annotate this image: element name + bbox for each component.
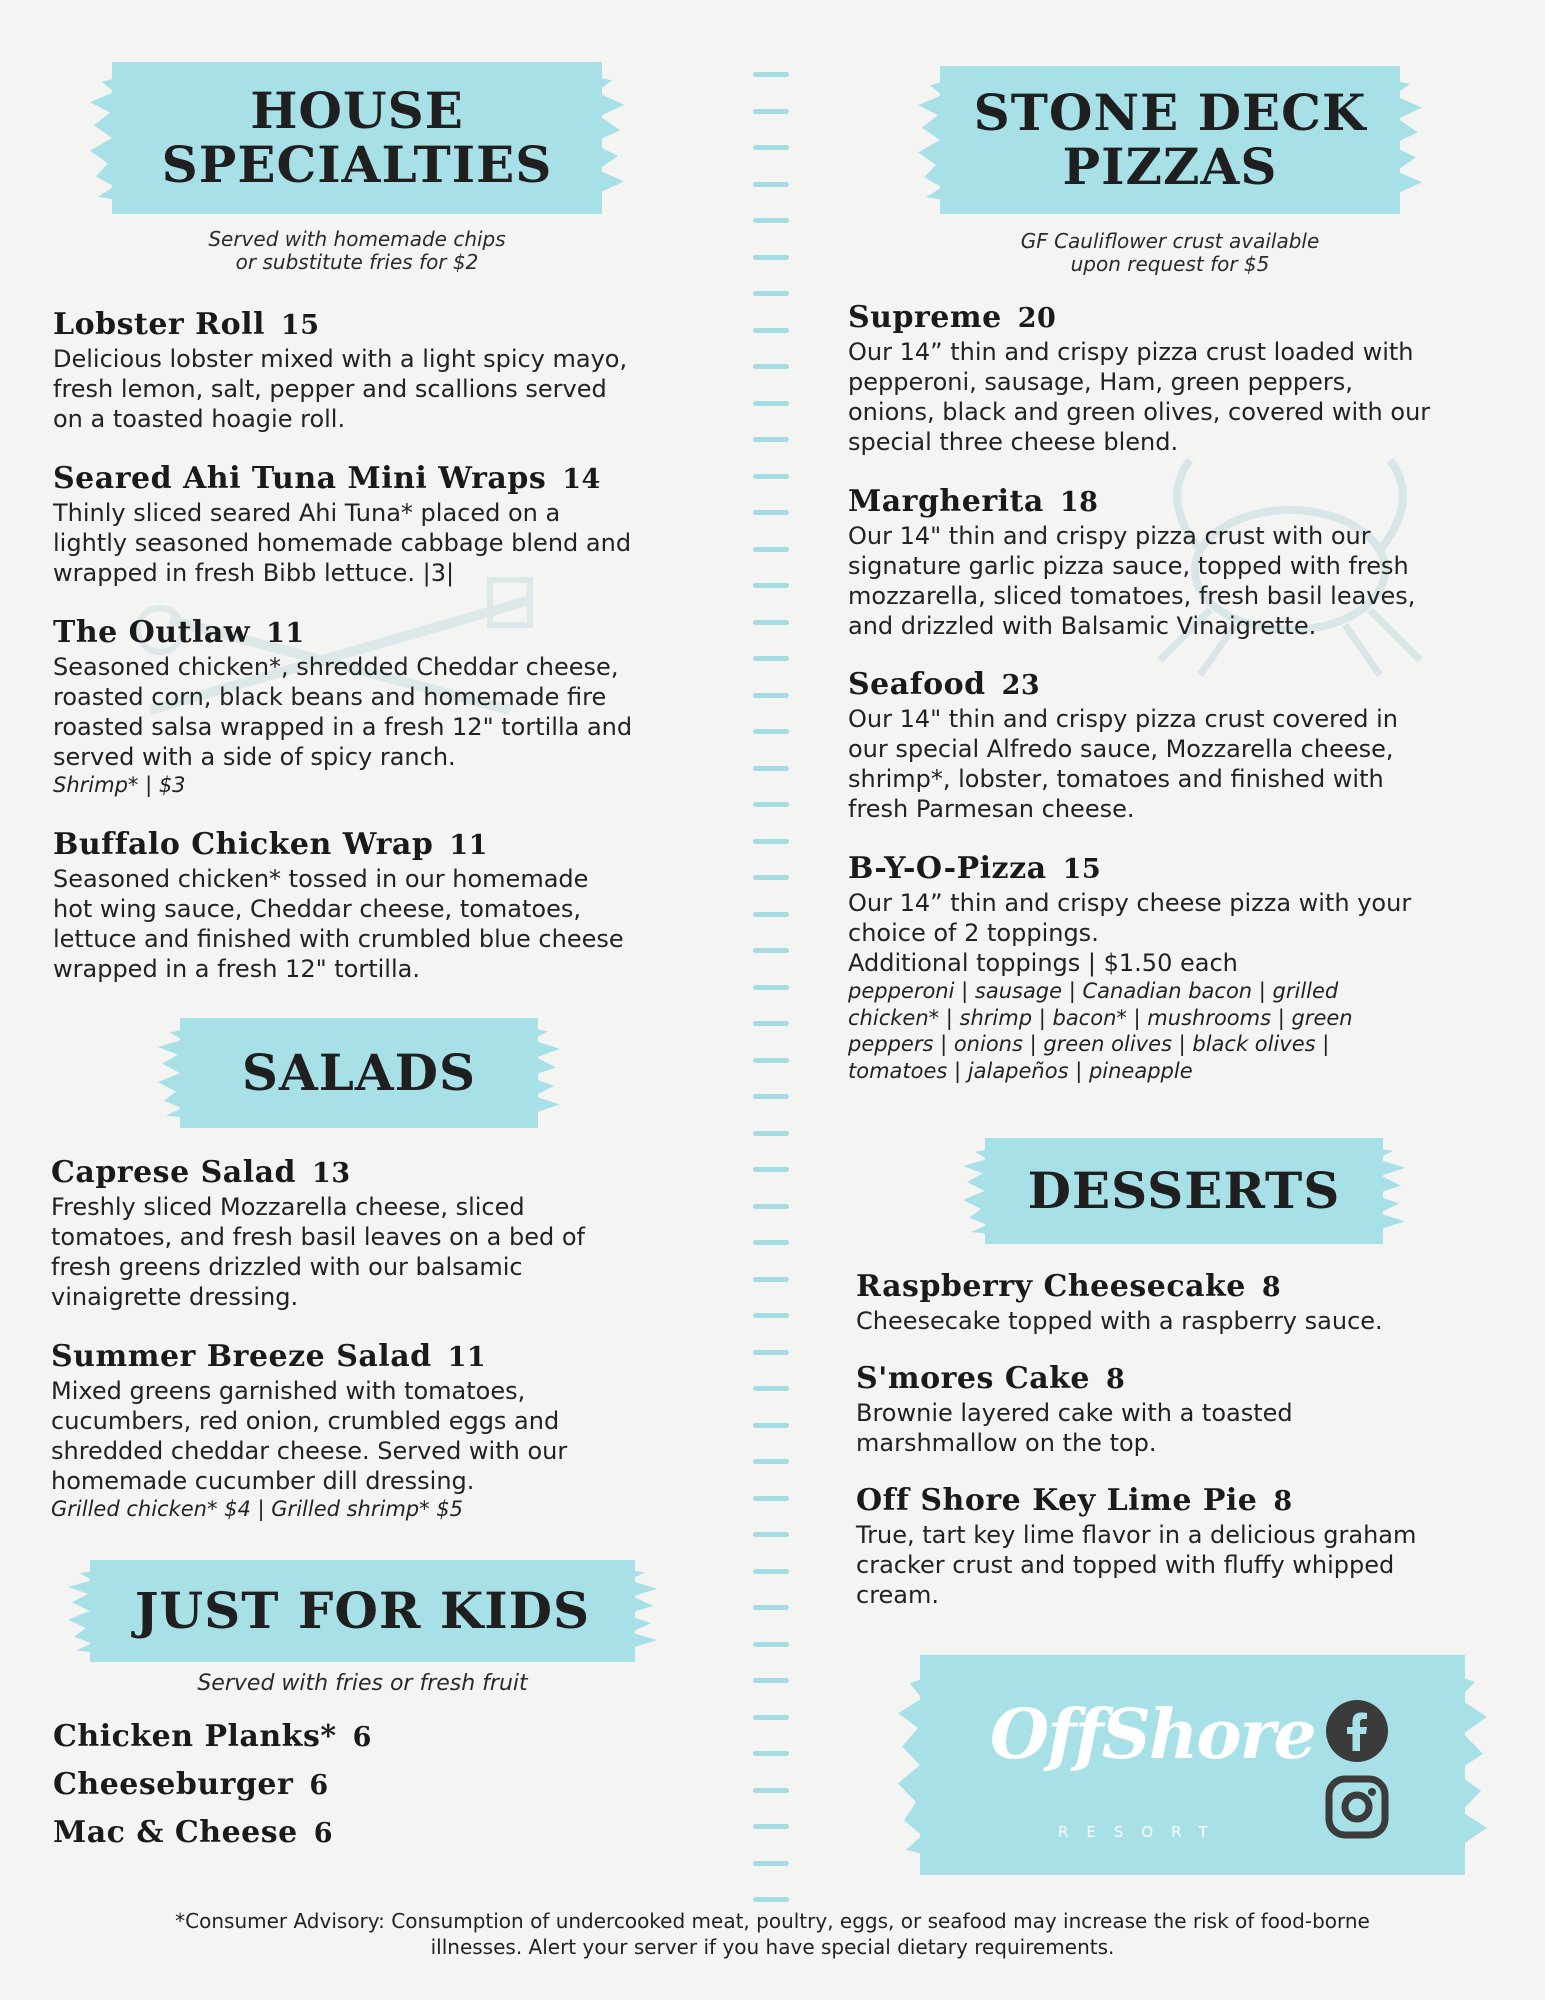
item-price: 11 (266, 618, 305, 649)
divider-dash (753, 1532, 789, 1537)
item-price: 8 (1273, 1486, 1293, 1517)
consumer-advisory: *Consumer Advisory: Consumption of undercooked meat, poultry, eggs, or seafood may increase the risk of food-borne illnesses. Alert your server if you have special dietary requirements. (175, 1909, 1370, 1959)
item-name: S'mores Cake (856, 1361, 1091, 1396)
divider-dash (753, 109, 789, 114)
divider-dash (753, 875, 789, 880)
house-title-line2: SPECIALTIES (161, 135, 553, 194)
divider-dash (753, 255, 789, 260)
item-description: Our 14" thin and crispy pizza crust with our signature garlic pizza sauce, topped with fresh mozzarella, sliced tomatoes, fresh basil leaves, and drizzled with Balsamic Vinaigrette. (848, 522, 1416, 640)
item-price: 23 (1001, 670, 1041, 701)
divider-dash (753, 1788, 789, 1793)
item-name: Summer Breeze Salad (51, 1339, 432, 1374)
pizzas-banner (940, 66, 1400, 214)
salads-banner (180, 1018, 538, 1128)
kids-banner (90, 1560, 635, 1662)
divider-dash (753, 1313, 789, 1318)
item-name: Off Shore Key Lime Pie (856, 1483, 1258, 1518)
divider-dash (753, 1678, 789, 1683)
item-price: 18 (1059, 487, 1099, 518)
facebook-icon[interactable] (1325, 1699, 1389, 1763)
item-description: Seasoned chicken* tossed in our homemade hot wing sauce, Cheddar cheese, tomatoes, lettuce and finished with crumbled blue cheese wrapped in a fresh 12" tortilla. (53, 865, 624, 983)
divider-dash (753, 985, 789, 990)
menu-item-caprese-salad (51, 1156, 585, 1312)
item-price: 15 (280, 310, 320, 341)
menu-item-lobster-roll (53, 308, 627, 434)
instagram-icon[interactable] (1325, 1775, 1389, 1839)
item-price: 8 (1106, 1364, 1126, 1395)
divider-dash (753, 72, 789, 77)
item-price: 20 (1017, 303, 1057, 334)
divider-dash (753, 218, 789, 223)
kids-item-mac-and-cheese: Mac & Cheese 6 (53, 1815, 334, 1850)
divider-dash (753, 1897, 789, 1902)
divider-dash (753, 1423, 789, 1428)
divider-dash (753, 912, 789, 917)
house-specialties-banner (112, 62, 602, 214)
divider-dash (753, 1058, 789, 1063)
menu-item-buffalo-chicken-wrap (53, 828, 624, 984)
divider-dash (753, 1386, 789, 1391)
resort-label: RESORT (1058, 1823, 1226, 1841)
item-name: Caprese Salad (51, 1155, 297, 1190)
divider-dash (753, 1277, 789, 1282)
divider-dash (753, 1204, 789, 1209)
item-description: Cheesecake topped with a raspberry sauce. (856, 1307, 1383, 1335)
divider-dash (753, 1751, 789, 1756)
offshore-logo-panel (920, 1655, 1465, 1875)
divider-dash (753, 1094, 789, 1099)
menu-item-margherita (848, 485, 1415, 641)
divider-dash (753, 1459, 789, 1464)
divider-dash (753, 547, 789, 552)
divider-dash (753, 948, 789, 953)
item-description: Our 14” thin and crispy pizza crust loaded with pepperoni, sausage, Ham, green peppers, onions, black and green olives, covered with our special three cheese blend. (848, 338, 1431, 456)
item-price: 11 (447, 1342, 487, 1373)
item-description: Mixed greens garnished with tomatoes, cucumbers, red onion, crumbled eggs and shredded cheddar cheese. Served with our homemade cucumber dill dressing. (51, 1377, 568, 1495)
desserts-banner (985, 1138, 1383, 1244)
toppings-list: pepperoni | sausage | Canadian bacon | grilled chicken* | shrimp | bacon* | mushrooms | green peppers | onions | green olives | black olives | tomatoes | jalapeños | pineapple (848, 979, 1353, 1083)
divider-dash (753, 1350, 789, 1355)
divider-dash (753, 1715, 789, 1720)
house-title-line1: HOUSE (250, 81, 464, 140)
item-description: Thinly sliced seared Ahi Tuna* placed on a lightly seasoned homemade cabbage blend and wrapped in fresh Bibb lettuce. |3| (53, 499, 632, 587)
divider-dash (753, 1131, 789, 1136)
item-name: Lobster Roll (53, 307, 265, 342)
menu-item-seafood (848, 668, 1398, 824)
divider-dash (753, 401, 789, 406)
item-price: 13 (312, 1158, 351, 1189)
menu-item-the-outlaw (53, 616, 632, 799)
divider-dash (753, 328, 789, 333)
divider-dash (753, 1021, 789, 1026)
item-price: 14 (562, 464, 601, 495)
item-description: Seasoned chicken*, shredded Cheddar cheese, roasted corn, black beans and homemade fire roasted salsa wrapped in a fresh 12" tortilla and served with a side of spicy ranch. (53, 653, 633, 771)
pizzas-title-line1: STONE DECK (973, 83, 1367, 142)
divider-dash (753, 510, 789, 515)
divider-dash (753, 437, 789, 442)
item-name: Margherita (848, 484, 1044, 519)
column-divider (753, 72, 793, 1934)
divider-dash (753, 1167, 789, 1172)
kids-note: Served with fries or fresh fruit (197, 1671, 528, 1696)
divider-dash (753, 1496, 789, 1501)
menu-item-raspberry-cheesecake (856, 1270, 1383, 1336)
divider-dash (753, 620, 789, 625)
divider-dash (753, 656, 789, 661)
divider-dash (753, 1861, 789, 1866)
item-name: Supreme (848, 300, 1002, 335)
divider-dash (753, 291, 789, 296)
divider-dash (753, 1824, 789, 1829)
kids-item-chicken-planks: Chicken Planks* 6 (53, 1719, 372, 1754)
divider-dash (753, 693, 789, 698)
divider-dash (753, 182, 789, 187)
menu-item-summer-breeze-salad (51, 1340, 567, 1523)
item-price: 11 (449, 830, 488, 861)
menu-item-key-lime-pie (856, 1484, 1416, 1610)
divider-dash (753, 583, 789, 588)
divider-dash (753, 145, 789, 150)
menu-item-smores-cake (856, 1362, 1293, 1458)
divider-dash (753, 1240, 789, 1245)
item-description: Brownie layered cake with a toasted marshmallow on the top. (856, 1399, 1293, 1457)
kids-item-cheeseburger: Cheeseburger 6 (53, 1767, 329, 1802)
item-addon-note: Grilled chicken* $4 | Grilled shrimp* $5 (51, 1497, 464, 1521)
divider-dash (753, 474, 789, 479)
pizzas-title-line2: PIZZAS (1062, 137, 1278, 196)
item-name: The Outlaw (53, 615, 251, 650)
divider-dash (753, 729, 789, 734)
offshore-logo: OffShore (990, 1695, 1315, 1775)
item-name: Seared Ahi Tuna Mini Wraps (53, 461, 547, 496)
house-note: Served with homemade chips or substitute fries for $2 (208, 227, 506, 274)
item-price: 15 (1062, 854, 1102, 885)
pizzas-note: GF Cauliflower crust available upon request for $5 (1020, 229, 1320, 276)
item-description: Our 14" thin and crispy pizza crust covered in our special Alfredo sauce, Mozzarella cheese, shrimp*, lobster, tomatoes and finished with fresh Parmesan cheese. (848, 705, 1398, 823)
item-name: Buffalo Chicken Wrap (53, 827, 434, 862)
item-name: B-Y-O-Pizza (848, 851, 1047, 886)
desserts-title: DESSERTS (1027, 1161, 1341, 1220)
item-addon-note: Shrimp* | $3 (53, 773, 186, 797)
item-description: True, tart key lime flavor in a delicious graham cracker crust and topped with fluffy whipped cream. (856, 1521, 1417, 1609)
kids-title: JUST FOR KIDS (134, 1581, 591, 1640)
divider-dash (753, 766, 789, 771)
divider-dash (753, 1605, 789, 1610)
item-description: Delicious lobster mixed with a light spicy mayo, fresh lemon, salt, pepper and scallions served on a toasted hoagie roll. (53, 345, 628, 433)
divider-dash (753, 802, 789, 807)
salads-title: SALADS (241, 1043, 477, 1102)
item-description: Our 14” thin and crispy cheese pizza with your choice of 2 toppings. Additional toppings | $1.50 each (848, 889, 1412, 977)
menu-item-byo-pizza (848, 852, 1411, 1084)
item-name: Raspberry Cheesecake (856, 1269, 1246, 1304)
divider-dash (753, 839, 789, 844)
menu-item-seared-ahi-tuna (53, 462, 631, 588)
divider-dash (753, 1569, 789, 1574)
menu-item-supreme (848, 301, 1430, 457)
item-description: Freshly sliced Mozzarella cheese, sliced tomatoes, and fresh basil leaves on a bed of fresh greens drizzled with our balsamic vinaigrette dressing. (51, 1193, 585, 1311)
item-price: 8 (1261, 1272, 1282, 1303)
divider-dash (753, 1642, 789, 1647)
item-name: Seafood (848, 667, 986, 702)
divider-dash (753, 364, 789, 369)
